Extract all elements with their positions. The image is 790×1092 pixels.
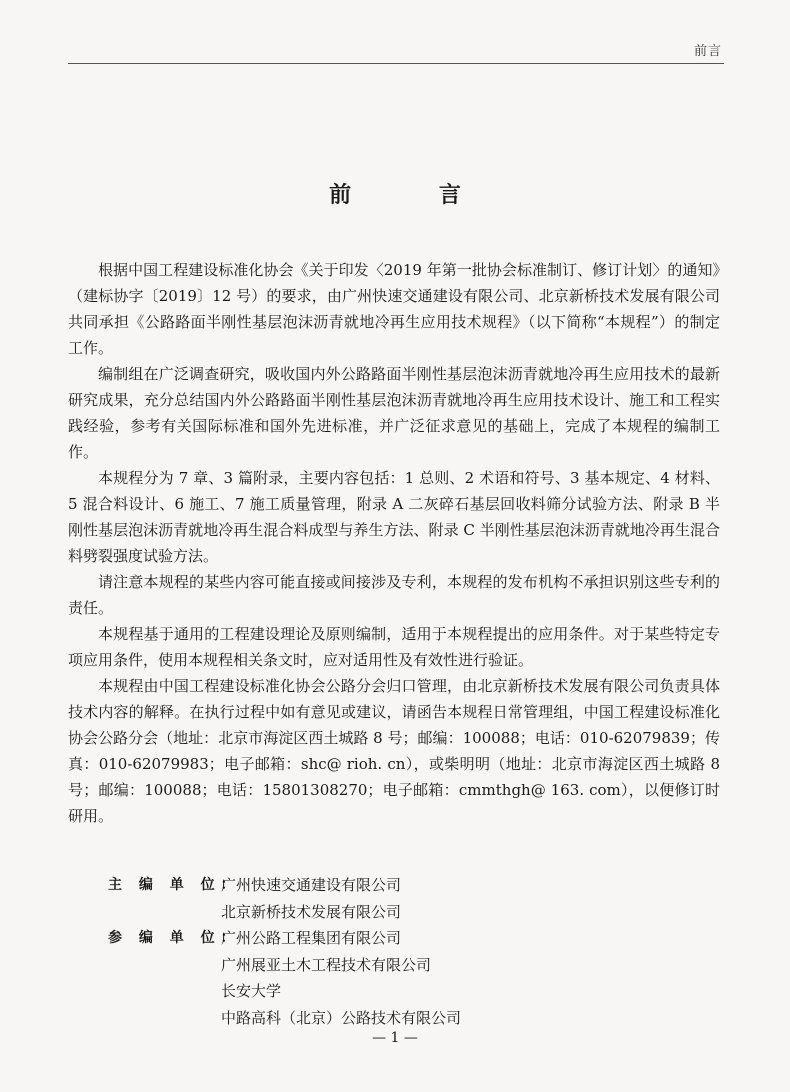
paragraph: 请注意本规程的某些内容可能直接或间接涉及专利，本规程的发布机构不承担识别这些专利的责任。: [68, 573, 720, 617]
running-header: 前言: [693, 44, 722, 59]
participating-unit: 广州公路工程集团有限公司: [221, 929, 402, 947]
body-text: [68, 257, 720, 829]
participating-unit: 长安大学: [221, 982, 282, 1000]
unit-row: [108, 952, 461, 979]
unit-row: [108, 925, 461, 952]
paragraph: 本规程基于通用的工程建设理论及原则编制，适用于本规程提出的应用条件。对于某些特定专项应用条件，使用本规程相关条文时，应对适用性及有效性进行验证。: [68, 625, 720, 669]
page-title: 前 言: [329, 183, 501, 208]
paragraph: 编制组在广泛调查研究，吸收国内外公路路面半刚性基层泡沫沥青就地冷再生应用技术的最新研究成果，充分总结国内外公路路面半刚性基层泡沫沥青就地冷再生应用技术设计、施工和工程实践经验，参考有关国际标准和国外先进标准，并广泛征求意见的基础上，完成了本规程的编制工作。: [68, 365, 720, 461]
page-number: — 1 —: [372, 1030, 418, 1046]
participating-unit: 广州展亚土木工程技术有限公司: [221, 955, 432, 974]
unit-row: [108, 872, 461, 899]
chief-editor-label: 主 编 单 位：: [108, 877, 241, 893]
unit-row: [108, 978, 461, 1005]
chief-editor-unit: 广州快速交通建设有限公司: [221, 876, 402, 894]
paragraph: 本规程由中国工程建设标准化协会公路分会归口管理，由北京新桥技术发展有限公司负责具体技术内容的解释。在执行过程中如有意见或建议，请函告本规程日常管理组，中国工程建设标准化协会公路分会（地址：北京市海淀区西土城路 8 号；邮编：100088；电话：010-62079839；传真：010-62079983；电子邮箱：shc@ rioh. cn），或柴明明（地址：北京市海淀区西土城路 8 号；邮编：100088；电话：15801308270；电子邮箱：cmmthgh@ 163. com），以便修订时研用。: [68, 677, 720, 825]
chief-editor-unit: 北京新桥技术发展有限公司: [221, 902, 402, 921]
header-rule: [68, 63, 724, 64]
units-block: [108, 872, 461, 1031]
paragraph: 根据中国工程建设标准化协会《关于印发〈2019 年第一批协会标准制订、修订计划〉的通知》（建标协字〔2019〕12 号）的要求，由广州快速交通建设有限公司、北京新桥技术发展有限公司共同承担《公路路面半刚性基层泡沫沥青就地冷再生应用技术规程》（以下简称“本规程”）的制定工作。: [68, 261, 720, 357]
paragraph: 本规程分为 7 章、3 篇附录，主要内容包括：1 总则、2 术语和符号、3 基本规定、4 材料、5 混合料设计、6 施工、7 施工质量管理，附录 A 二灰碎石基层回收料筛分试验方法、附录 B 半刚性基层泡沫沥青就地冷再生混合料成型与养生方法、附录 C 半刚性基层泡沫沥青就地冷再生混合料劈裂强度试验方法。: [68, 469, 720, 565]
participating-unit: 中路高科（北京）公路技术有限公司: [221, 1008, 462, 1027]
unit-row: [108, 899, 461, 926]
participating-label: 参 编 单 位：: [108, 930, 241, 946]
unit-row: [108, 1005, 461, 1032]
